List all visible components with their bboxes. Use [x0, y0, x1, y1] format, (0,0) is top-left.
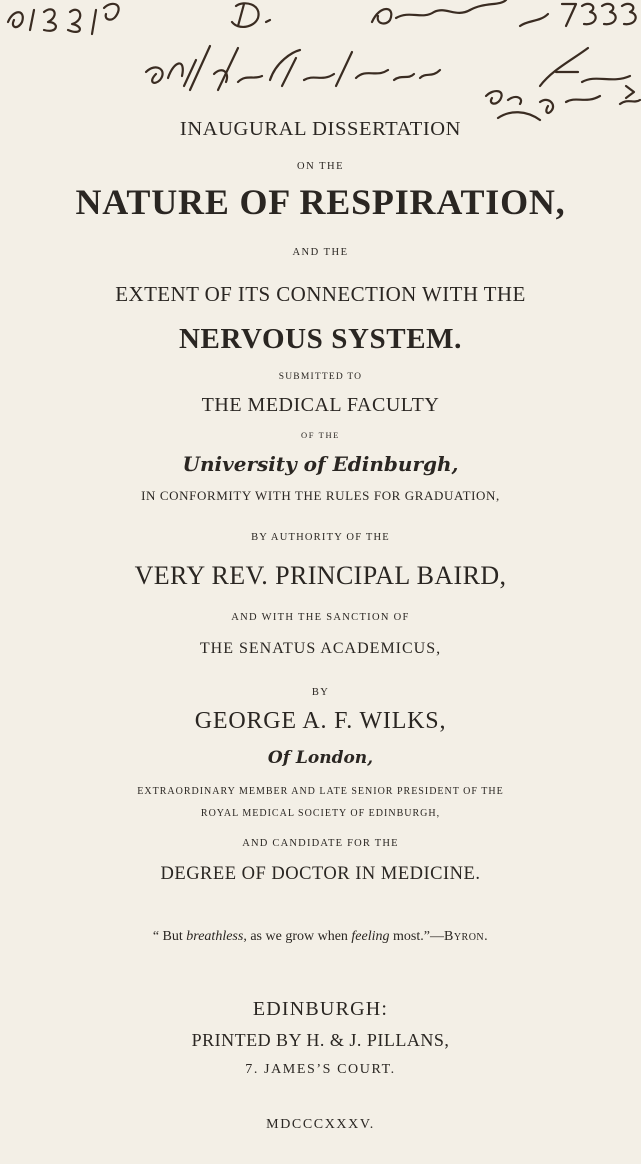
royal-medical-society: ROYAL MEDICAL SOCIETY OF EDINBURGH, — [200, 808, 441, 819]
title-line-and-the: AND THE — [292, 247, 349, 258]
epigraph — [0, 929, 641, 945]
imprint-printer: PRINTED BY H. & J. PILLANS, — [191, 1030, 450, 1050]
principal-baird: VERY REV. PRINCIPAL BAIRD, — [134, 561, 507, 590]
imprint-date: MDCCCXXXV. — [266, 1117, 375, 1132]
epigraph-word-feeling: feeling — [351, 929, 390, 944]
extraordinary-member: EXTRAORDINARY MEMBER AND LATE SENIOR PRESIDENT OF THE — [137, 786, 504, 797]
candidate-line: AND CANDIDATE FOR THE — [242, 838, 399, 849]
submitted-to: SUBMITTED TO — [278, 372, 363, 382]
epigraph-open: “ But — [152, 929, 187, 944]
sanction-line: AND WITH THE SANCTION OF — [231, 612, 410, 623]
by-line: BY — [311, 687, 330, 698]
author-name: GEORGE A. F. WILKS, — [194, 708, 447, 734]
title-line-on-the: ON THE — [296, 161, 344, 172]
imprint-address: 7. JAMES’S COURT. — [245, 1062, 396, 1077]
of-the-1: OF THE — [301, 430, 340, 440]
imprint-city: EDINBURGH: — [252, 998, 389, 1020]
by-authority: BY AUTHORITY OF THE — [251, 532, 390, 543]
epigraph-author: Byron. — [443, 929, 489, 944]
title-line-extent: EXTENT OF ITS CONNECTION WITH THE — [115, 282, 526, 306]
epigraph-word-breathless: breathless — [186, 929, 244, 944]
subtitle-nervous-system: NERVOUS SYSTEM. — [179, 323, 462, 355]
university-name: University of Edinburgh, — [182, 452, 459, 476]
conformity-line: IN CONFORMITY WITH THE RULES FOR GRADUATION, — [141, 488, 500, 503]
degree-line: DEGREE OF DOCTOR IN MEDICINE. — [160, 864, 481, 884]
title-line-inaugural: INAUGURAL DISSERTATION — [179, 118, 462, 140]
epigraph-close: most.”— — [389, 929, 444, 944]
main-title: NATURE OF RESPIRATION, — [75, 182, 566, 222]
senatus-academicus: THE SENATUS ACADEMICUS, — [199, 640, 442, 657]
of-london: Of London, — [267, 748, 374, 768]
epigraph-mid: , as we grow when — [243, 929, 352, 944]
medical-faculty: THE MEDICAL FACULTY — [201, 394, 440, 416]
